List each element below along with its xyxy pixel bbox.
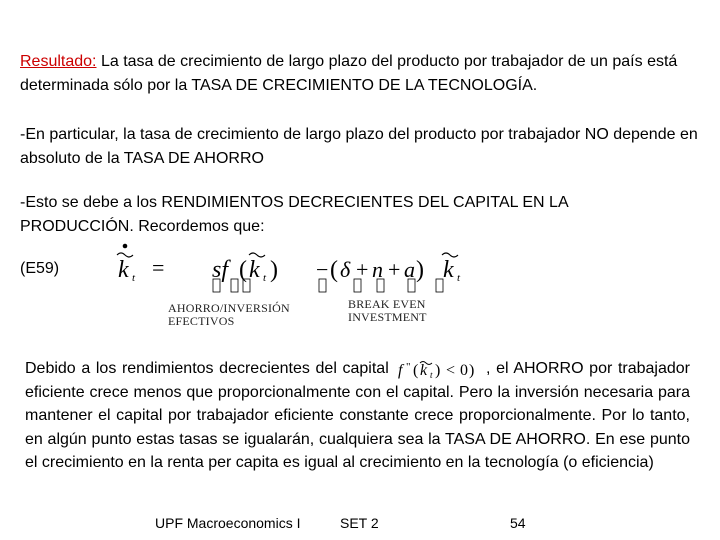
delta-symbol: δ bbox=[340, 257, 351, 282]
k-symbol: k bbox=[249, 257, 260, 283]
sf-symbol: sf bbox=[212, 257, 229, 283]
svg-text:k: k bbox=[420, 361, 428, 379]
paren-close: ) bbox=[270, 257, 278, 283]
equals-sign: = bbox=[152, 255, 165, 280]
svg-text:f: f bbox=[398, 361, 403, 379]
glyph-box bbox=[436, 279, 443, 292]
explanation-text-start: Debido a los rendimientos decrecientes del capital bbox=[25, 360, 389, 377]
result-paragraph bbox=[20, 50, 700, 98]
t-subscript: t bbox=[132, 272, 136, 284]
plus-sign: + bbox=[356, 257, 369, 282]
footer-set: SET 2 bbox=[340, 515, 379, 531]
a-symbol: a bbox=[404, 257, 415, 282]
svg-text:<: < bbox=[446, 361, 456, 379]
annotation-break-even: BREAK EVEN INVESTMENT bbox=[348, 297, 427, 324]
k-symbol: k bbox=[118, 257, 129, 283]
svg-text:): ) bbox=[469, 361, 475, 379]
svg-text:): ) bbox=[435, 361, 441, 379]
explanation-paragraph bbox=[25, 357, 690, 475]
svg-text:": " bbox=[406, 360, 411, 373]
t-subscript: t bbox=[457, 272, 461, 284]
savings-paragraph: -En particular, la tasa de crecimiento de largo plazo del producto por trabajador NO depende en absoluto de la TASA DE AHORRO bbox=[20, 126, 698, 167]
paren-close: ) bbox=[416, 257, 424, 283]
diminishing-returns-paragraph: -Esto se debe a los RENDIMIENTOS DECRECIENTES DEL CAPITAL EN LA PRODUCCIÓN. Recordemos que: bbox=[20, 194, 568, 235]
n-symbol: n bbox=[372, 257, 383, 282]
paren-open: ( bbox=[330, 257, 338, 283]
k-symbol: k bbox=[443, 257, 454, 283]
t-subscript: t bbox=[263, 272, 267, 284]
svg-text:t: t bbox=[430, 369, 433, 379]
result-text: La tasa de crecimiento de largo plazo del producto por trabajador de un país está determinada sólo por la TASA DE CRECIMIENTO DE LA TECNOLOGÍA. bbox=[20, 53, 678, 94]
svg-text:0: 0 bbox=[460, 361, 469, 379]
result-label: Resultado: bbox=[20, 53, 97, 70]
glyph-box bbox=[231, 279, 238, 292]
footer-course: UPF Macroeconomics I bbox=[155, 515, 301, 531]
minus-sign: − bbox=[316, 257, 329, 282]
paren-open: ( bbox=[239, 257, 247, 283]
equation-label: (E59) bbox=[20, 260, 60, 277]
explanation-text-rest: , el AHORRO por trabajador eficiente crece menos que proporcionalmente con el capital. Pero la inversión necesaria para mantener el capital por trabajador eficiente constante crece proporcionalmente. Por lo tanto, en algún punto estas tasas se igualarán, cualquiera sea la TASA DE AHORRO. En ese punto el crecimiento en la renta per capita es igual al crecimiento en la tecnología (o eficiencia) bbox=[25, 360, 690, 471]
footer-page-number: 54 bbox=[510, 515, 526, 531]
second-derivative-formula bbox=[394, 359, 480, 379]
equation-e59 bbox=[112, 237, 472, 337]
dot-symbol bbox=[123, 244, 128, 249]
annotation-effective-savings: AHORRO/INVERSIÓN EFECTIVOS bbox=[168, 301, 290, 328]
plus-sign: + bbox=[388, 257, 401, 282]
svg-text:(: ( bbox=[413, 361, 419, 379]
